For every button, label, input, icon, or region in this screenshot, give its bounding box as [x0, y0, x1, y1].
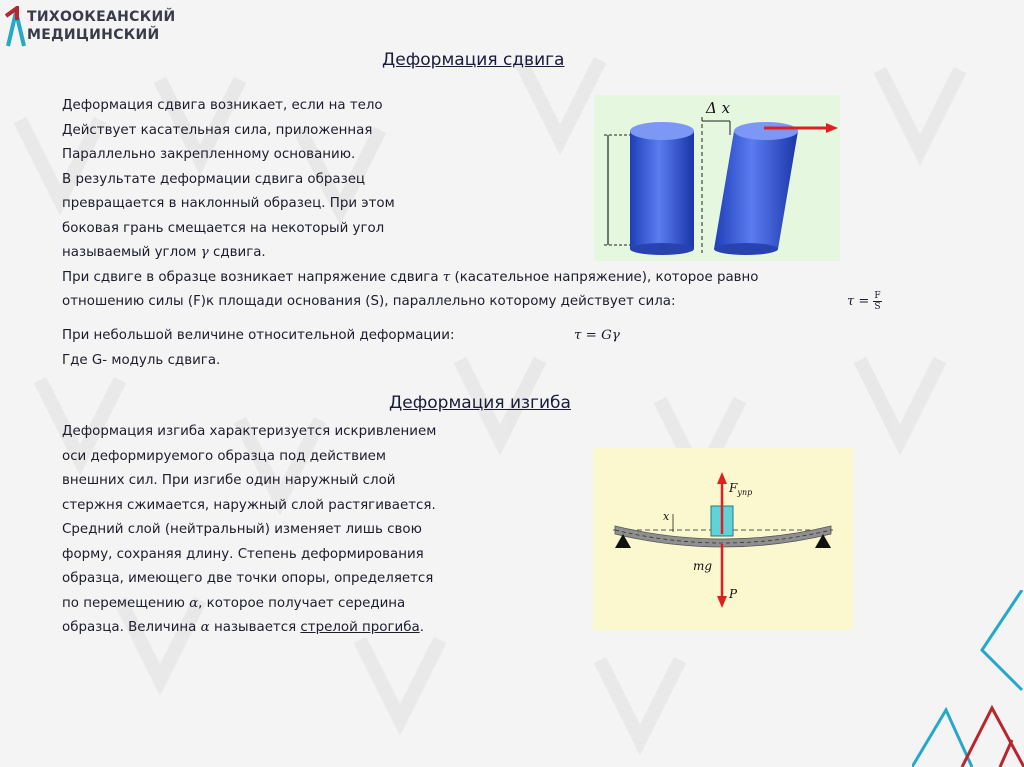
- bending-figure: [593, 448, 853, 630]
- corner-decoration: [912, 590, 1024, 767]
- formula-numerator: F: [874, 291, 881, 301]
- alpha-symbol: α: [200, 620, 210, 635]
- bending-paragraph: [62, 420, 436, 641]
- shear-line: В результате деформации сдвига образец: [62, 171, 366, 187]
- f-elastic-label: $F_{упр}$: [729, 481, 753, 497]
- gamma-symbol: γ: [200, 245, 209, 260]
- logo-line-2: МЕДИЦИНСКИЙ: [27, 27, 160, 43]
- shear-line: Действует касательная сила, приложенная: [62, 122, 373, 138]
- bending-line: внешних сил. При изгибе один наружный слой: [62, 473, 396, 488]
- bending-line: стержня сжимается, наружный слой растягивается.: [62, 497, 436, 513]
- bending-line: Средний слой (нейтральный) изменяет лишь свою: [62, 522, 422, 537]
- bending-line: форму, сохраняя длину. Степень деформирования: [62, 546, 424, 562]
- shear-small-deformation: [62, 324, 454, 373]
- tau-symbol: τ: [442, 269, 451, 285]
- mg-label: mg: [693, 559, 713, 573]
- shear-line: Деформация сдвига возникает, если на тело: [62, 98, 383, 113]
- shear-modulus-line: Где G- модуль сдвига.: [62, 352, 221, 368]
- shear-ratio-line: отношению силы (F)к площади основания (S), параллельно которому действует сила:: [62, 294, 676, 309]
- deflection-term: стрелой прогиба: [300, 620, 420, 635]
- bending-last-line: образца. Величина α называется стрелой прогиба.: [62, 620, 424, 635]
- alpha-symbol: α: [189, 595, 199, 611]
- shear-formula-2: τ = Gγ: [574, 328, 620, 343]
- logo-mark-icon: [5, 6, 27, 50]
- logo-line-1: ТИХООКЕАНСКИЙ: [27, 9, 176, 25]
- x-label: x: [663, 510, 670, 523]
- shear-formula-1: τ = $\frac{F}{S}$: [847, 291, 881, 312]
- university-logo: [5, 6, 176, 50]
- bending-title: Деформация изгиба: [389, 393, 571, 413]
- straight-cylinder: [630, 122, 694, 255]
- bending-move-line: по перемещению α, которое получает середина: [62, 595, 406, 611]
- small-deformation-line: При небольшой величине относительной деформации:: [62, 328, 455, 343]
- shear-figure: [594, 95, 840, 261]
- shear-angle-line: называемый углом γ сдвига.: [62, 245, 266, 260]
- bending-line: Деформация изгиба характеризуется искривлением: [62, 424, 437, 439]
- shear-line: превращается в наклонный образец. При этом: [62, 196, 395, 211]
- formula-denominator: S: [874, 302, 881, 312]
- shear-title: Деформация сдвига: [382, 50, 565, 70]
- shear-line: Параллельно закрепленному основанию.: [62, 147, 356, 162]
- shear-line: боковая грань смещается на некоторый угол: [62, 220, 385, 236]
- shear-stress-line: При сдвиге в образце возникает напряжение сдвига τ (касательное напряжение), которое равно: [62, 269, 759, 285]
- bending-line: оси деформируемого образца под действием: [62, 448, 387, 464]
- p-label: P: [729, 587, 738, 601]
- bending-line: образца, имеющего две точки опоры, определяется: [62, 571, 434, 586]
- delta-x-label: Δ x: [706, 99, 731, 117]
